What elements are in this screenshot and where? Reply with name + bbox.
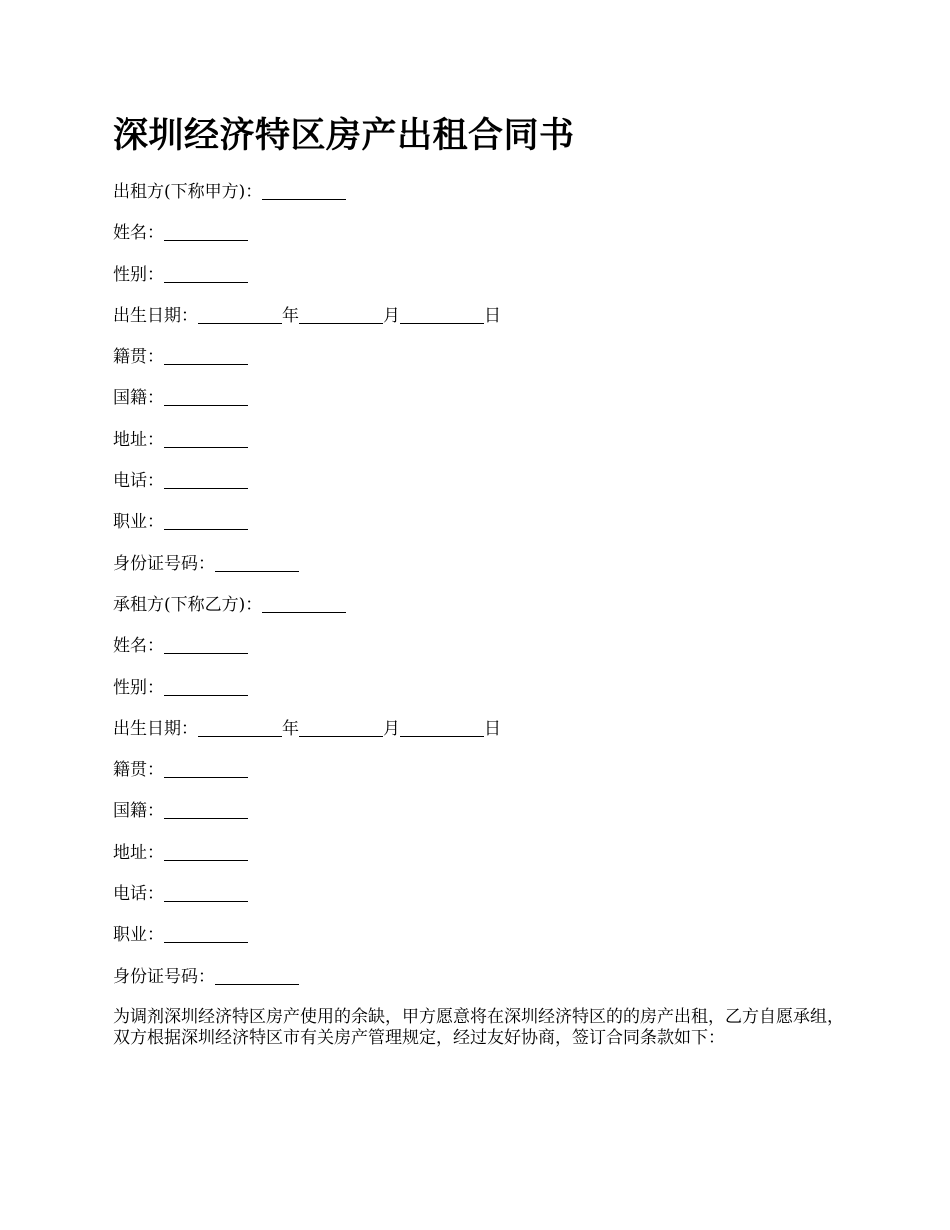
lessee-nationality-label: 国籍：: [113, 801, 164, 822]
lessee-birth-row: [113, 716, 853, 757]
lessee-occupation-label: 职业：: [113, 925, 164, 946]
lessee-day-unit: 日: [484, 718, 501, 739]
lessor-blank[interactable]: [262, 181, 346, 200]
lessee-address-row: [113, 840, 853, 881]
lessor-birth-day-blank[interactable]: [400, 305, 484, 324]
lessor-id-blank[interactable]: [215, 553, 299, 572]
lessee-gender-blank[interactable]: [164, 677, 248, 696]
lessor-id-row: [113, 551, 853, 592]
lessor-gender-label: 性别：: [113, 264, 164, 285]
lessor-phone-label: 电话：: [113, 471, 164, 492]
lessor-birth-label: 出生日期：: [113, 305, 198, 326]
lessee-id-label: 身份证号码：: [113, 966, 215, 987]
lessee-name-blank[interactable]: [164, 635, 248, 654]
lessor-id-label: 身份证号码：: [113, 553, 215, 574]
lessee-birth-day-blank[interactable]: [400, 718, 484, 737]
lessee-id-blank[interactable]: [215, 966, 299, 985]
lessee-birth-year-blank[interactable]: [198, 718, 282, 737]
lessor-nationality-row: [113, 385, 853, 426]
lessor-occupation-label: 职业：: [113, 512, 164, 533]
lessee-phone-blank[interactable]: [164, 883, 248, 902]
party-fields: [113, 179, 853, 1005]
lessee-heading-label: 承租方(下称乙方)：: [113, 594, 263, 615]
lessor-nationality-blank[interactable]: [164, 387, 248, 406]
lessor-phone-blank[interactable]: [164, 470, 248, 489]
lessee-birth-label: 出生日期：: [113, 718, 198, 739]
lessee-gender-row: [113, 675, 853, 716]
lessee-nationality-row: [113, 798, 853, 839]
lessee-nationality-blank[interactable]: [164, 800, 248, 819]
lessee-occupation-row: [113, 922, 853, 963]
document-title: 深圳经济特区房产出租合同书: [113, 115, 575, 156]
lessee-id-row: [113, 964, 853, 1005]
lessor-occupation-blank[interactable]: [164, 511, 248, 530]
lessee-month-unit: 月: [383, 718, 400, 739]
lessee-gender-label: 性别：: [113, 677, 164, 698]
lessor-address-blank[interactable]: [164, 429, 248, 448]
lessor-month-unit: 月: [383, 305, 400, 326]
lessor-origin-blank[interactable]: [164, 346, 248, 365]
lessee-occupation-blank[interactable]: [164, 924, 248, 943]
lessor-name-blank[interactable]: [164, 222, 248, 241]
lessor-year-unit: 年: [282, 305, 299, 326]
lessor-origin-row: [113, 344, 853, 385]
intro-paragraph: 为调剂深圳经济特区房产使用的余缺，甲方愿意将在深圳经济特区的的房产出租，乙方自愿承组，双方根据深圳经济特区市有关房产管理规定，经过友好协商，签订合同条款如下：: [113, 1007, 844, 1048]
lessee-address-label: 地址：: [113, 842, 164, 863]
lessee-phone-label: 电话：: [113, 884, 164, 905]
lessor-day-unit: 日: [484, 305, 501, 326]
lessor-origin-label: 籍贯：: [113, 347, 164, 368]
lessee-origin-blank[interactable]: [164, 759, 248, 778]
lessor-heading-label: 出租方(下称甲方)：: [113, 182, 263, 202]
lessor-gender-blank[interactable]: [164, 264, 248, 283]
lessee-address-blank[interactable]: [164, 842, 248, 861]
lessee-origin-label: 籍贯：: [113, 760, 164, 781]
lessee-birth-month-blank[interactable]: [299, 718, 383, 737]
lessor-birth-row: [113, 303, 853, 344]
lessee-year-unit: 年: [282, 718, 299, 739]
lessee-heading-row: [113, 592, 853, 633]
lessor-birth-year-blank[interactable]: [198, 305, 282, 324]
lessor-gender-row: [113, 262, 853, 303]
lessor-birth-month-blank[interactable]: [299, 305, 383, 324]
lessee-name-label: 姓名：: [113, 636, 164, 657]
lessor-address-row: [113, 427, 853, 468]
lessor-nationality-label: 国籍：: [113, 388, 164, 409]
lessor-heading-row: [113, 179, 853, 220]
lessee-origin-row: [113, 757, 853, 798]
lessee-name-row: [113, 633, 853, 674]
lessor-phone-row: [113, 468, 853, 509]
lessor-occupation-row: [113, 509, 853, 550]
lessor-name-label: 姓名：: [113, 223, 164, 244]
lessor-address-label: 地址：: [113, 429, 164, 450]
lessor-name-row: [113, 220, 853, 261]
lessee-blank[interactable]: [262, 594, 346, 613]
lessee-phone-row: [113, 881, 853, 922]
